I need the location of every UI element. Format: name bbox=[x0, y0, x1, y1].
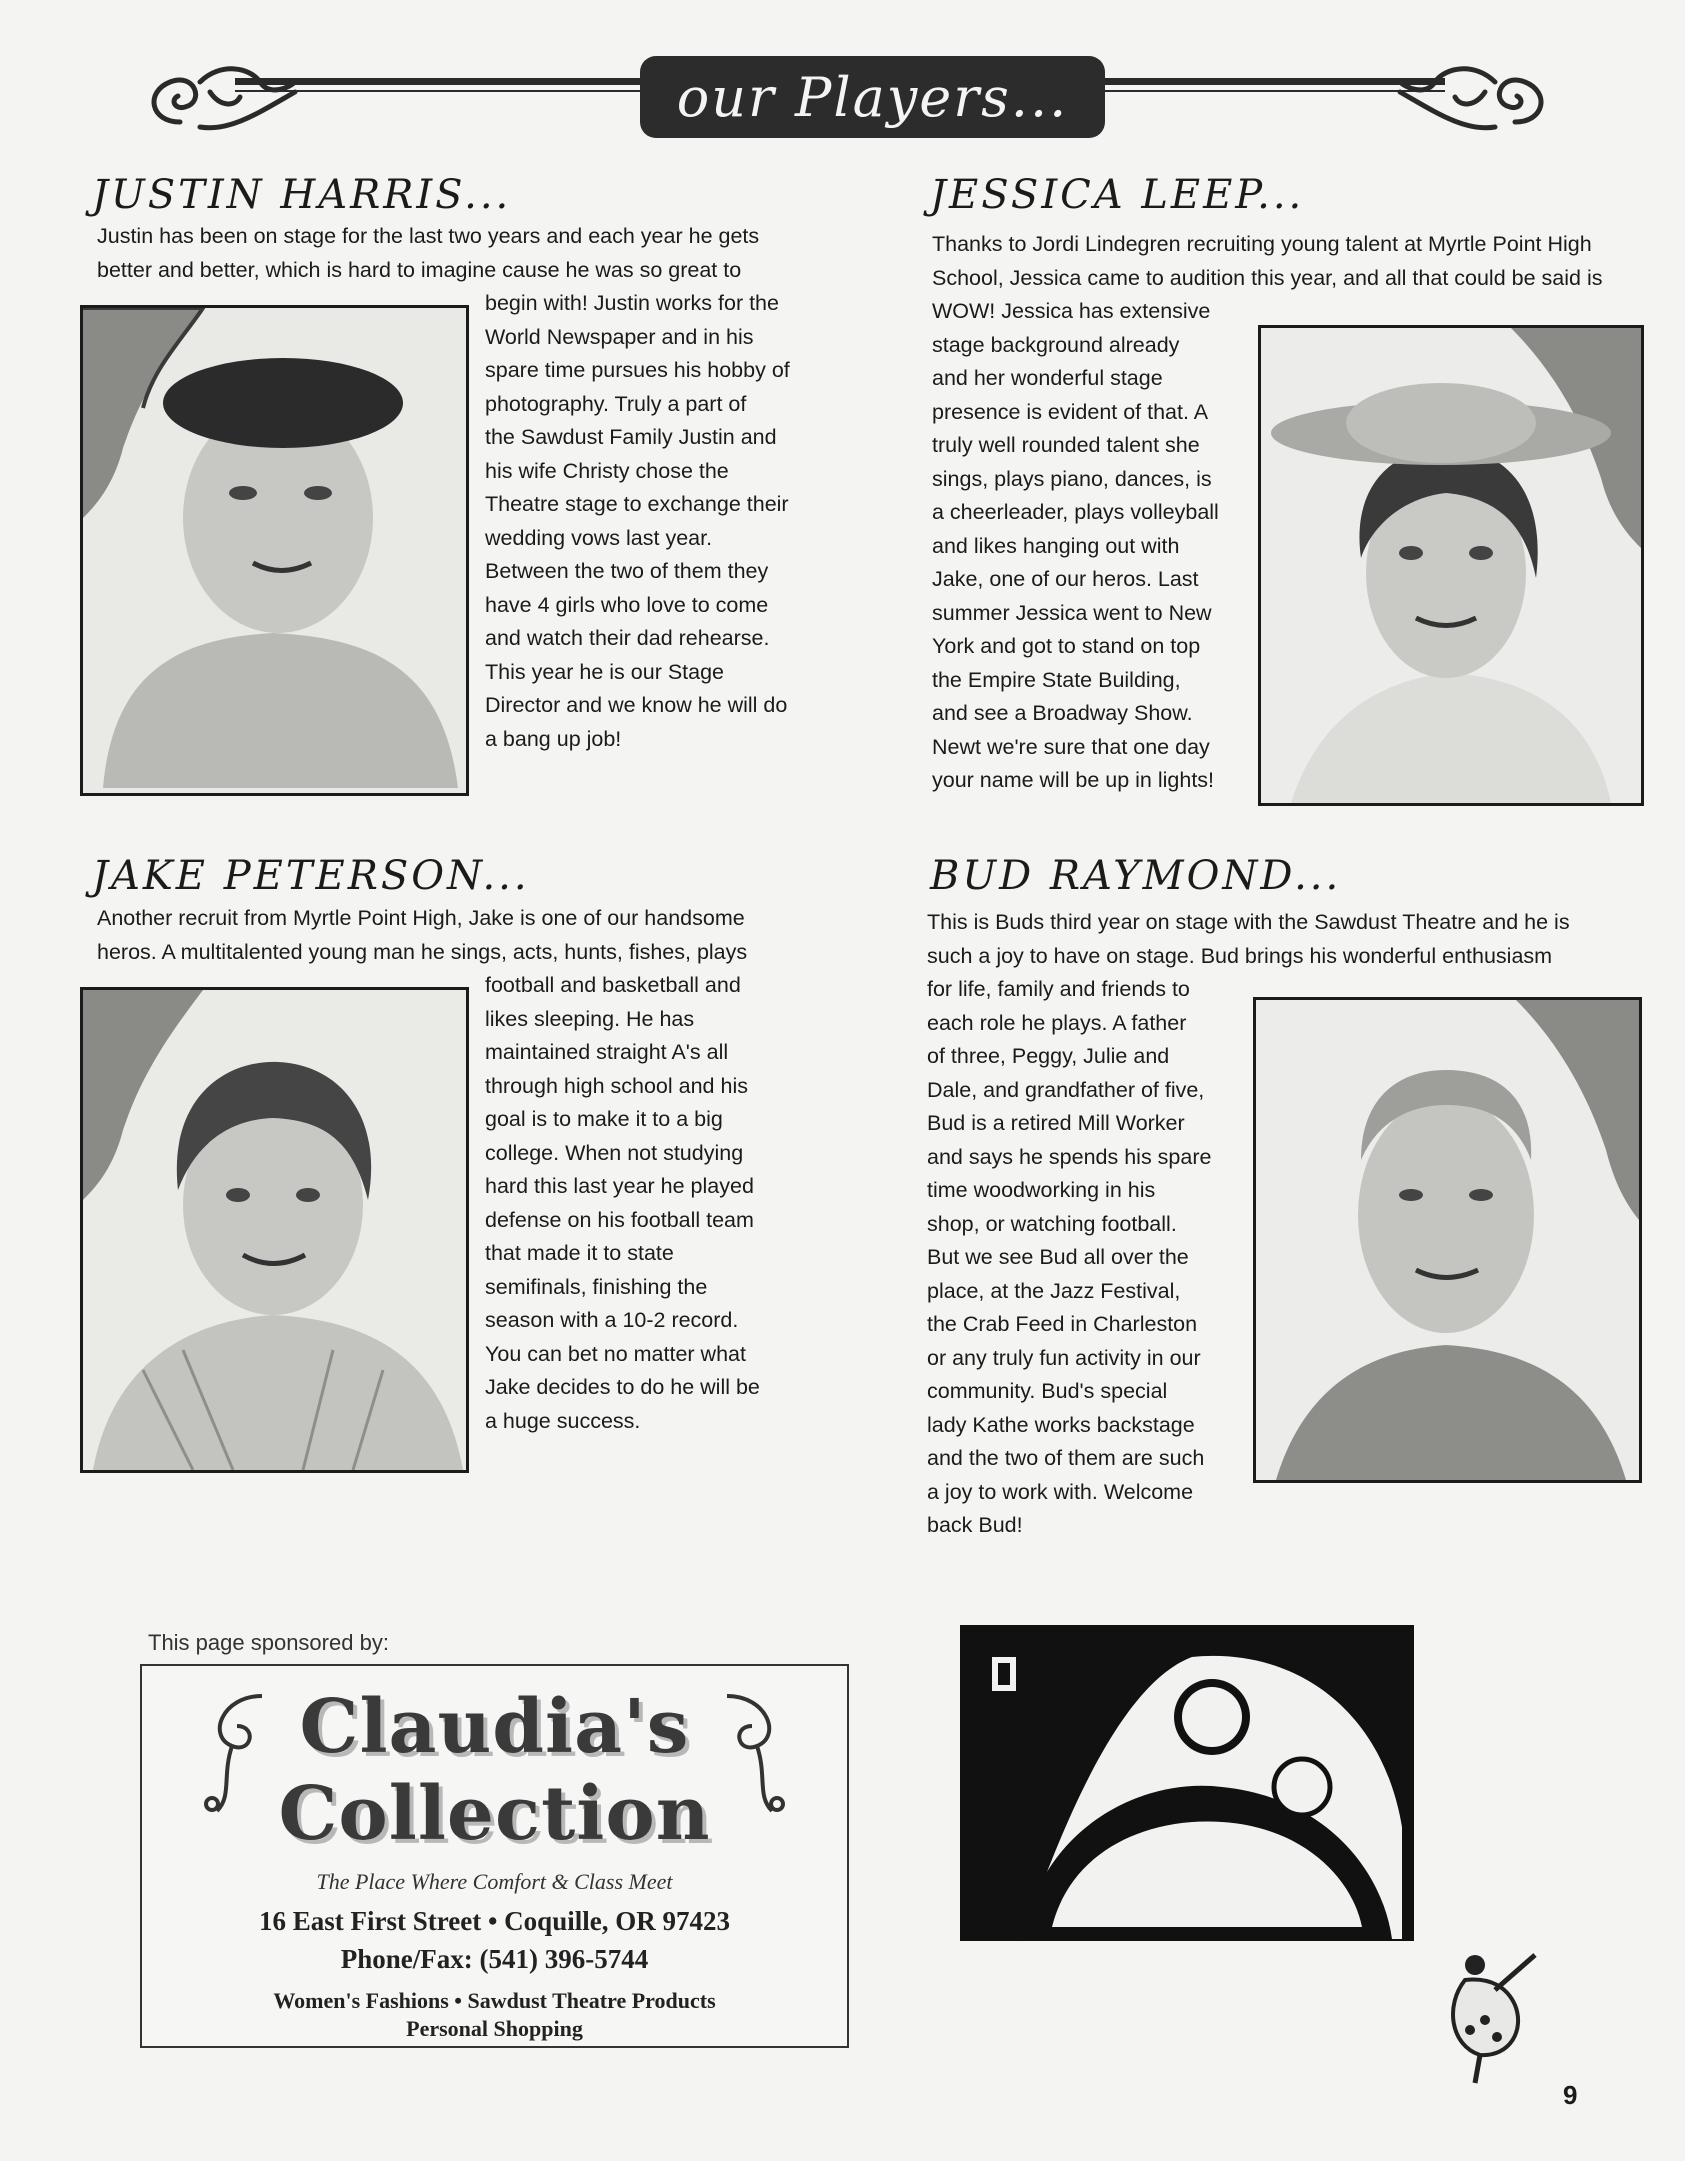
player-name-jake: JAKE PETERSON... bbox=[92, 853, 530, 899]
bio-line: Theatre stage to exchange their bbox=[485, 492, 789, 516]
bio-line: such a joy to have on stage. Bud brings his wonderful enthusiasm bbox=[927, 943, 1553, 968]
player-photo-jessica bbox=[1258, 325, 1644, 806]
bio-line: defense on his football team bbox=[485, 1207, 754, 1232]
bio-line: summer Jessica went to New bbox=[932, 600, 1212, 625]
bio-line: Bud is a retired Mill Worker bbox=[927, 1111, 1185, 1135]
flourish-left-icon bbox=[140, 52, 300, 152]
bio-line: hard this last year he played bbox=[485, 1174, 754, 1198]
bio-line: or any truly fun activity in our bbox=[927, 1345, 1201, 1370]
bio-line: World Newspaper and in his bbox=[485, 324, 754, 349]
bio-line: Dale, and grandfather of five, bbox=[927, 1077, 1205, 1102]
bio-line: truly well rounded talent she bbox=[932, 433, 1200, 457]
bio-line: your name will be up in lights! bbox=[932, 768, 1215, 792]
bio-line: maintained straight A's all bbox=[485, 1040, 729, 1064]
bio-line: photography. Truly a part of bbox=[485, 391, 747, 416]
bio-line: have 4 girls who love to come bbox=[485, 592, 769, 617]
bio-line: and her wonderful stage bbox=[932, 366, 1163, 390]
bio-line: School, Jessica came to audition this year, and all that could be said is bbox=[932, 265, 1603, 290]
bio-line: and likes hanging out with bbox=[932, 533, 1180, 558]
player-photo-jake bbox=[80, 987, 469, 1473]
bio-line: Newt we're sure that one day bbox=[932, 734, 1210, 759]
bio-line: college. When not studying bbox=[485, 1140, 744, 1165]
bio-line: Another recruit from Myrtle Point High, Jake is one of our handsome bbox=[97, 906, 745, 930]
bio-line: community. Bud's special bbox=[927, 1379, 1168, 1403]
bio-line: that made it to state bbox=[485, 1241, 674, 1265]
bio-line: and see a Broadway Show. bbox=[932, 701, 1193, 725]
bio-line: each role he plays. A father bbox=[927, 1010, 1187, 1035]
bio-line: This year he is our Stage bbox=[485, 659, 725, 684]
bio-line: Jake, one of our heros. Last bbox=[932, 567, 1199, 591]
page-title: our Players... bbox=[640, 56, 1105, 138]
sponsor-name-line2: Collection bbox=[278, 1771, 711, 1857]
bio-line: begin with! Justin works for the bbox=[485, 291, 779, 315]
bio-line: Between the two of them they bbox=[485, 559, 769, 583]
bio-line: stage background already bbox=[932, 332, 1180, 357]
bio-line: presence is evident of that. A bbox=[932, 399, 1209, 424]
bio-line: back Bud! bbox=[927, 1513, 1023, 1537]
bio-line: for life, family and friends to bbox=[927, 977, 1190, 1001]
bio-line: a cheerleader, plays volleyball bbox=[932, 500, 1219, 524]
sponsor-name-line1: Claudia's bbox=[299, 1684, 690, 1770]
bio-line: WOW! Jessica has extensive bbox=[932, 299, 1211, 323]
bio-line: a joy to work with. Welcome bbox=[927, 1479, 1194, 1504]
bio-line: shop, or watching football. bbox=[927, 1211, 1177, 1236]
bio-line: sings, plays piano, dances, is bbox=[932, 466, 1212, 491]
bio-line: spare time pursues his hobby of bbox=[485, 358, 790, 382]
bio-line: wedding vows last year. bbox=[485, 525, 713, 550]
bio-line: the Empire State Building, bbox=[932, 667, 1181, 692]
sponsor-tagline: The Place Where Comfort & Class Meet bbox=[316, 1869, 673, 1894]
bio-line: his wife Christy chose the bbox=[485, 458, 729, 483]
player-photo-bud bbox=[1253, 997, 1642, 1483]
bio-line: Jake decides to do he will be bbox=[485, 1375, 760, 1399]
bio-line: Thanks to Jordi Lindegren recruiting young talent at Myrtle Point High bbox=[932, 232, 1592, 256]
player-name-jessica: JESSICA LEEP... bbox=[930, 172, 1305, 218]
sponsor-phone: Phone/Fax: (541) 396-5744 bbox=[340, 1944, 649, 1974]
bio-line: season with a 10-2 record. bbox=[485, 1308, 739, 1332]
player-photo-justin bbox=[80, 305, 469, 796]
player-name-justin: JUSTIN HARRIS... bbox=[92, 172, 512, 218]
bio-line: This is Buds third year on stage with the Sawdust Theatre and he is bbox=[927, 910, 1570, 934]
bio-line: semifinals, finishing the bbox=[485, 1274, 708, 1299]
bio-line: Director and we know he will do bbox=[485, 693, 788, 717]
dancer-illustration bbox=[960, 1625, 1414, 1941]
bio-line: a bang up job! bbox=[485, 726, 622, 751]
sponsor-products: Women's Fashions • Sawdust Theatre Products bbox=[273, 1988, 716, 2013]
cancan-dancer-icon bbox=[1435, 1945, 1545, 2085]
bio-line: heros. A multitalented young man he sings, acts, hunts, fishes, plays bbox=[97, 939, 748, 964]
bio-line: of three, Peggy, Julie and bbox=[927, 1044, 1170, 1068]
sponsor-address: 16 East First Street • Coquille, OR 97423 bbox=[259, 1906, 730, 1936]
bio-line: and watch their dad rehearse. bbox=[485, 626, 770, 650]
bio-line: place, at the Jazz Festival, bbox=[927, 1278, 1181, 1303]
bio-line: better and better, which is hard to imagine cause he was so great to bbox=[97, 257, 742, 282]
bio-line: Justin has been on stage for the last two years and each year he gets bbox=[97, 224, 760, 248]
sponsor-ad bbox=[140, 1664, 849, 2048]
bio-line: likes sleeping. He has bbox=[485, 1006, 695, 1031]
bio-line: the Sawdust Family Justin and bbox=[485, 425, 777, 449]
bio-line: a huge success. bbox=[485, 1408, 641, 1433]
player-name-bud: BUD RAYMOND... bbox=[930, 853, 1342, 899]
bio-line: York and got to stand on top bbox=[932, 634, 1201, 658]
bio-line: But we see Bud all over the bbox=[927, 1245, 1189, 1269]
bio-line: goal is to make it to a big bbox=[485, 1107, 723, 1131]
flourish-right-icon bbox=[1395, 52, 1555, 152]
bio-line: lady Kathe works backstage bbox=[927, 1412, 1195, 1437]
bio-line: and says he spends his spare bbox=[927, 1144, 1212, 1169]
bio-line: time woodworking in his bbox=[927, 1178, 1156, 1202]
page-number: 9 bbox=[1563, 2080, 1578, 2110]
bio-line: and the two of them are such bbox=[927, 1446, 1205, 1470]
bio-line: You can bet no matter what bbox=[485, 1341, 746, 1366]
sponsor-services: Personal Shopping bbox=[406, 2016, 583, 2041]
sponsor-label: This page sponsored by: bbox=[148, 1630, 389, 1655]
bio-line: through high school and his bbox=[485, 1073, 748, 1098]
bio-line: the Crab Feed in Charleston bbox=[927, 1312, 1198, 1336]
bio-line: football and basketball and bbox=[485, 973, 741, 997]
